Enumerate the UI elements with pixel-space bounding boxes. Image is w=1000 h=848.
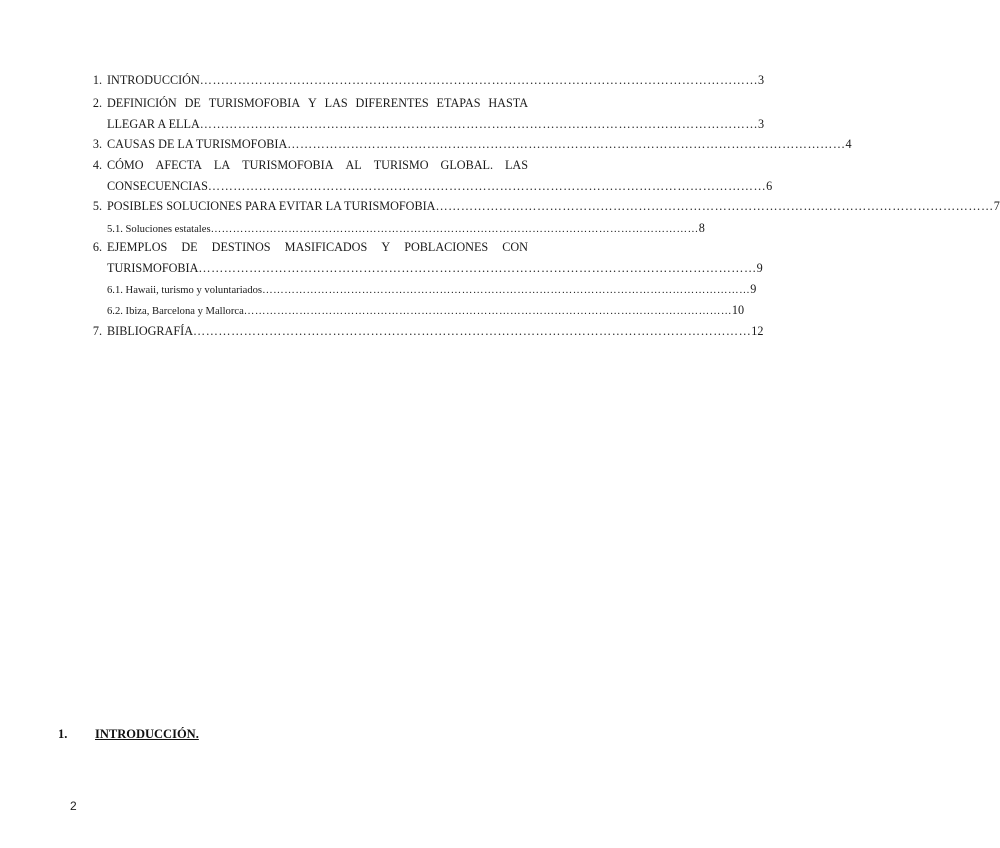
toc-word: AFECTA [155,158,202,172]
toc-word: DESTINOS [211,240,271,254]
toc-entry-title: BIBLIOGRAFÍA [107,324,193,338]
dot-leader: …………………………………………………………………………………………………………………… [287,137,846,151]
toc-entry-page: 9 [756,261,763,275]
toc-entry-title-line-1 [107,240,528,254]
section-heading-text: INTRODUCCIÓN. [95,727,199,741]
toc-entry-title: 5.1. Soluciones estatales [107,224,211,235]
toc-word: POBLACIONES [404,240,489,254]
dot-leader: …………………………………………………………………………………………………………………… [435,199,994,213]
toc-word: EJEMPLOS [107,240,168,254]
toc-word: ETAPAS [436,96,481,110]
dot-leader: …………………………………………………………………………………………………………………… [199,73,759,87]
toc-word: GLOBAL. [440,158,493,172]
toc-entry-page: 8 [698,221,705,235]
toc-entry-page: 7 [993,199,1000,213]
toc-word: LAS [504,158,528,172]
toc-entry-title: 6.2. Ibiza, Barcelona y Mallorca [107,306,244,317]
dot-leader: …………………………………………………………………………………………………………………… [262,285,751,296]
dot-leader: …………………………………………………………………………………………………………………… [198,261,757,275]
toc-entry-page: 9 [750,282,757,296]
dot-leader: …………………………………………………………………………………………………………………… [199,117,758,131]
dot-leader: …………………………………………………………………………………………………………………… [210,224,699,235]
toc-word: TURISMO [373,158,429,172]
toc-word: DIFERENTES [355,96,429,110]
toc-entry-page: 6 [766,179,773,193]
toc-entry-page: 4 [845,137,852,151]
table-of-contents [0,0,1000,360]
toc-word: Y [307,96,317,110]
toc-entry-title: CONSECUENCIAS [107,179,208,193]
toc-entry-title: 6.1. Hawaii, turismo y voluntariados [107,285,263,296]
toc-entry-number: 5. [92,199,102,213]
toc-entry-page: 10 [731,303,745,317]
toc-entry-title: POSIBLES SOLUCIONES PARA EVITAR LA TURISMOFOBIA [107,199,436,213]
toc-word: LA [213,158,231,172]
toc-entry-title-line-1 [107,96,528,110]
toc-word: Y [381,240,391,254]
toc-entry-number: 3. [92,137,102,151]
toc-entry-page: 12 [751,324,764,338]
toc-word: LAS [324,96,348,110]
toc-entry-page: 3 [758,73,765,87]
dot-leader: …………………………………………………………………………………………………………………… [207,179,767,193]
section-heading-number: 1. [58,727,68,741]
toc-word: TURISMOFOBIA [208,96,301,110]
toc-word: AL [345,158,362,172]
toc-entry-title: INTRODUCCIÓN [107,73,200,87]
toc-word: TURISMOFOBIA [242,158,334,172]
toc-word: DE [181,240,198,254]
toc-word: CON [502,240,528,254]
toc-entry-title: TURISMOFOBIA [107,261,199,275]
toc-entry-number: 1. [92,73,102,87]
toc-word: CÓMO [107,158,144,172]
toc-entry-title-line-1 [107,158,528,172]
toc-word: MASIFICADOS [284,240,368,254]
toc-word: DE [184,96,201,110]
toc-entry-title: CAUSAS DE LA TURISMOFOBIA [107,137,288,151]
dot-leader: …………………………………………………………………………………………………………………… [193,324,752,338]
toc-entry-number: 7. [92,324,102,338]
page-number: 2 [70,799,77,813]
toc-word: HASTA [488,96,528,110]
dot-leader: …………………………………………………………………………………………………………………… [243,306,732,317]
toc-entry-number: 4. [92,158,102,172]
toc-word: DEFINICIÓN [107,96,177,110]
toc-entry-page: 3 [758,117,765,131]
toc-entry-number: 6. [92,240,102,254]
toc-entry-number: 2. [92,96,102,110]
toc-entry-title: LLEGAR A ELLA [107,117,200,131]
